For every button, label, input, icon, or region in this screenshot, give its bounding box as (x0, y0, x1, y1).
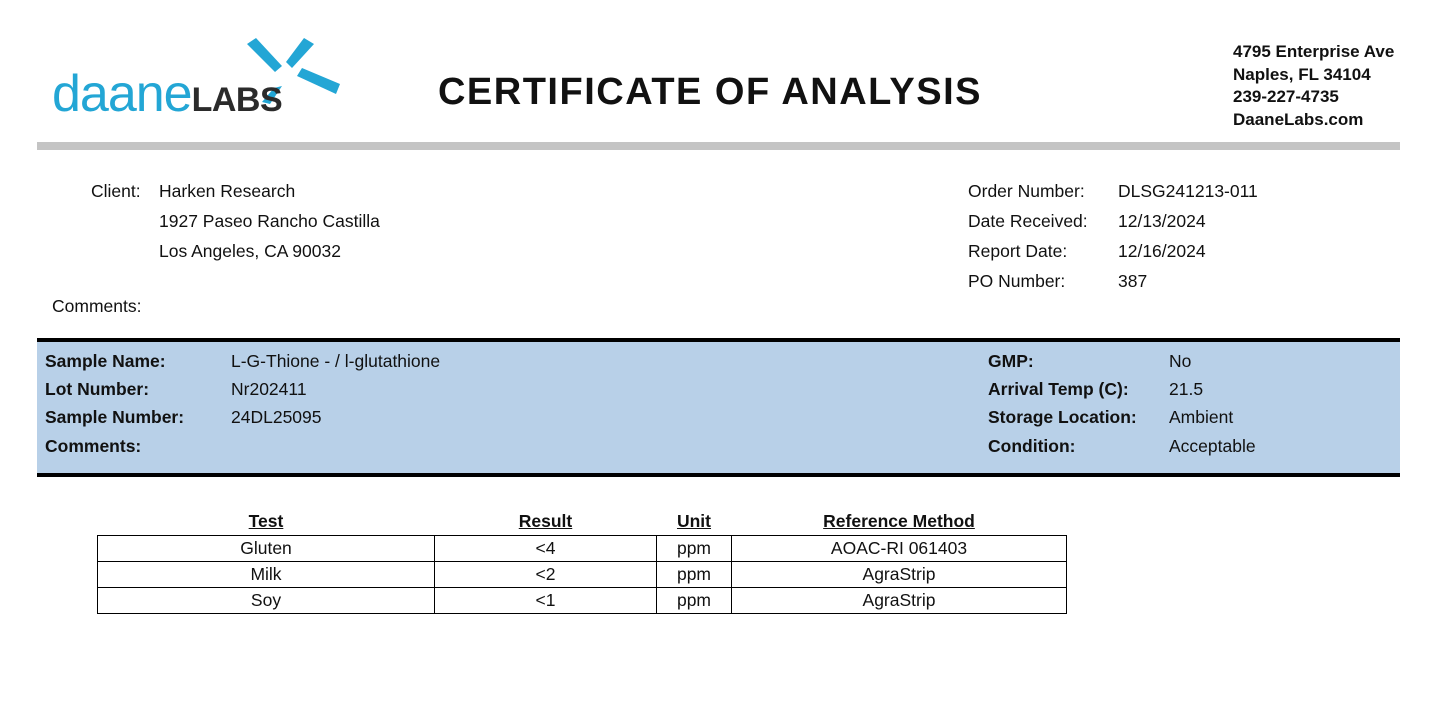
report-date-value: 12/16/2024 (1118, 241, 1206, 261)
table-row (98, 562, 1067, 588)
comments-label: Comments: (52, 296, 142, 316)
order-info-labels (968, 176, 1088, 296)
lab-phone: 239-227-4735 (1233, 87, 1339, 106)
order-info-values (1118, 176, 1258, 296)
order-number-label: Order Number: (968, 181, 1085, 201)
lab-street: 4795 Enterprise Ave (1233, 42, 1395, 61)
lab-website: DaaneLabs.com (1233, 109, 1364, 129)
arrival-temp-label: Arrival Temp (C): (988, 379, 1129, 400)
condition-values (1169, 347, 1256, 460)
table-row (98, 588, 1067, 614)
results-header-row (98, 506, 1067, 536)
cell-result: <2 (435, 562, 657, 588)
column-header-test: Test (248, 511, 284, 531)
gmp-value: No (1169, 351, 1192, 371)
column-header-reference-method: Reference Method (823, 511, 975, 531)
lab-address-block (1233, 41, 1394, 131)
cell-unit: ppm (657, 536, 732, 562)
arrival-temp-value: 21.5 (1169, 379, 1204, 400)
sample-comments-label: Comments: (45, 435, 142, 456)
client-address-line1: 1927 Paseo Rancho Castilla (159, 211, 380, 231)
cell-result: <4 (435, 536, 657, 562)
cell-unit: ppm (657, 562, 732, 588)
column-header-unit: Unit (676, 511, 712, 531)
logo-wordmark (52, 65, 283, 123)
cell-test: Milk (98, 562, 435, 588)
report-date-label: Report Date: (968, 241, 1068, 261)
table-row (98, 536, 1067, 562)
results-table (97, 506, 1067, 614)
sample-number-label: Sample Number: (45, 407, 185, 428)
cell-test: Soy (98, 588, 435, 614)
client-address-line2: Los Angeles, CA 90032 (159, 241, 341, 261)
po-number-label: PO Number: (968, 271, 1066, 291)
date-received-label: Date Received: (968, 211, 1088, 231)
client-label: Client: (91, 181, 141, 201)
condition-value: Acceptable (1169, 435, 1256, 456)
lot-number-label: Lot Number: (45, 379, 150, 400)
sample-labels (45, 347, 184, 460)
gmp-label: GMP: (988, 351, 1034, 371)
document-title: CERTIFICATE OF ANALYSIS (437, 71, 982, 113)
sample-values (231, 347, 440, 432)
sample-name-value: L-G-Thione - / l-glutathione (231, 351, 441, 371)
client-name: Harken Research (159, 181, 296, 201)
header-divider (37, 142, 1400, 150)
cell-reference-method: AgraStrip (732, 588, 1067, 614)
storage-location-value: Ambient (1169, 407, 1234, 428)
logo-word-daane: daane (52, 65, 192, 123)
po-number-value: 387 (1118, 271, 1148, 291)
cell-result: <1 (435, 588, 657, 614)
client-info (159, 176, 380, 266)
order-number-value: DLSG241213-011 (1118, 181, 1258, 201)
cell-test: Gluten (98, 536, 435, 562)
condition-label: Condition: (988, 435, 1076, 456)
cell-reference-method: AgraStrip (732, 562, 1067, 588)
condition-labels (988, 347, 1137, 460)
sample-number-value: 24DL25095 (231, 407, 322, 428)
storage-location-label: Storage Location: (988, 407, 1137, 428)
column-header-result: Result (518, 511, 573, 531)
daanelabs-logo (52, 36, 342, 123)
date-received-value: 12/13/2024 (1118, 211, 1206, 231)
lot-number-value: Nr202411 (231, 379, 307, 400)
logo-word-labs: LABS (191, 81, 283, 119)
cell-reference-method: AOAC-RI 061403 (732, 536, 1067, 562)
sample-name-label: Sample Name: (45, 351, 166, 371)
lab-city: Naples, FL 34104 (1233, 64, 1371, 84)
sample-info-band (37, 338, 1400, 477)
cell-unit: ppm (657, 588, 732, 614)
